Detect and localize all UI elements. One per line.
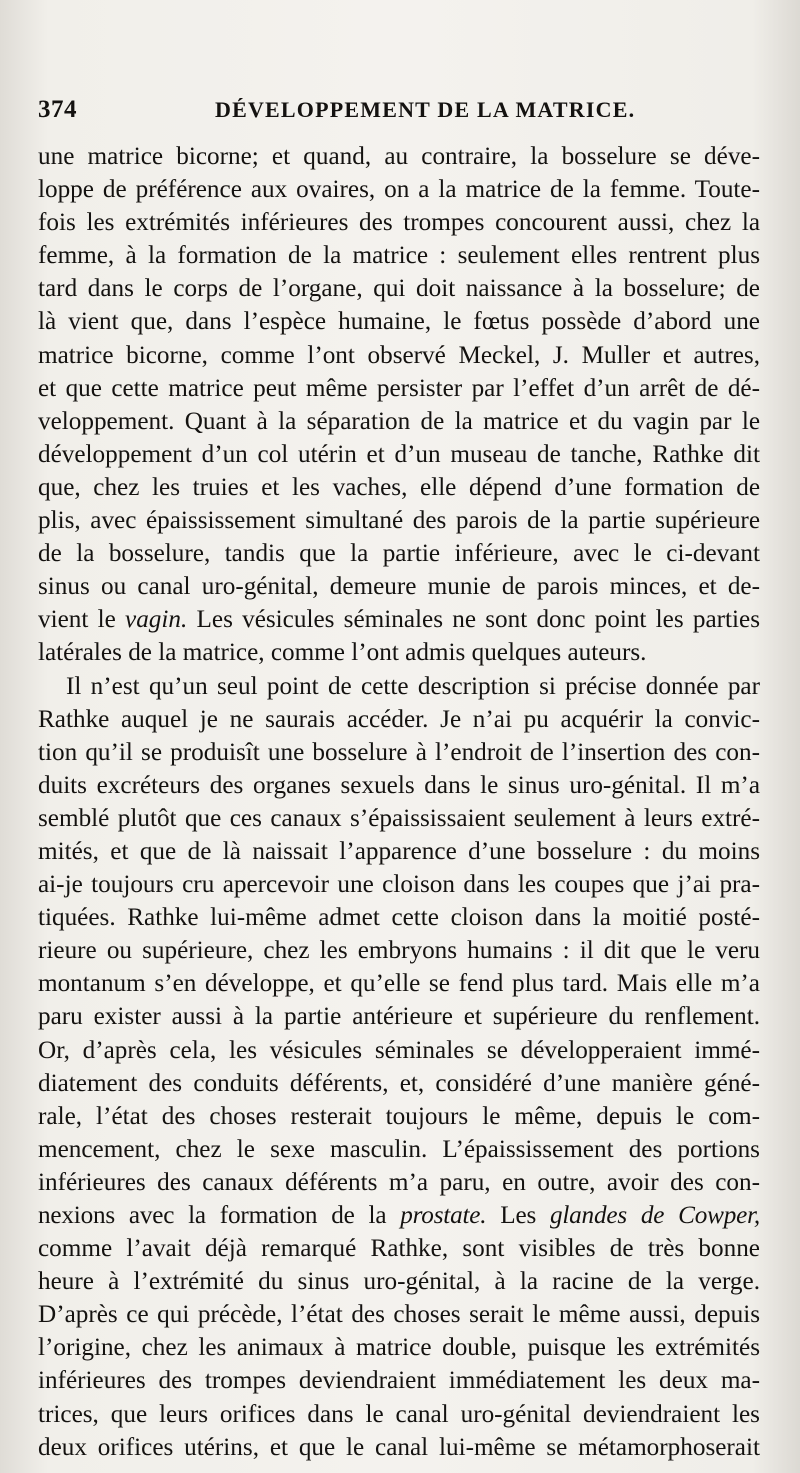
text-line: nexions avec la formation de la prostate. Les glandes de Cowper,	[38, 1202, 760, 1229]
text-line: femme, à la formation de la matrice : seulement elles rentrent plus	[38, 242, 760, 270]
text-line: mités, et que de là naissait l’apparence d’une bosselure : du moins	[38, 837, 760, 865]
text-line: duits excréteurs des organes sexuels dans le sinus uro-génital. Il m’a	[38, 771, 760, 799]
italic-term-glandes-de-cowper: glandes de Cowper,	[549, 1202, 760, 1229]
text-line: fois les extrémités inférieures des trompes concourent aussi, chez la	[38, 209, 760, 237]
text-line: mencement, chez le sexe masculin. L’épaississement des portions	[38, 1135, 760, 1163]
text-line: latérales de la matrice, comme l’ont admis quelques auteurs.	[38, 639, 647, 667]
text-line: paru exister aussi à la partie antérieure et supérieure du renflement.	[38, 1003, 760, 1031]
paragraph-start-line: Il n’est qu’un seul point de cette description si précise donnée par	[66, 672, 760, 700]
text-line: inférieures des canaux déférents m’a paru, en outre, avoir des con-	[38, 1168, 760, 1196]
text-line: trices, que leurs orifices dans le canal uro-génital deviendraient les	[38, 1400, 760, 1428]
text-line: diatement des conduits déférents, et, considéré d’une manière géné-	[38, 1069, 760, 1097]
text-line: comme l’avait déjà remarqué Rathke, sont visibles de très bonne	[38, 1235, 760, 1263]
text-line: matrice bicorne, comme l’ont observé Meckel, J. Muller et autres,	[38, 341, 760, 369]
text-line: montanum s’en développe, et qu’elle se fend plus tard. Mais elle m’a	[38, 970, 760, 998]
text-line: D’après ce qui précède, l’état des choses serait le même aussi, depuis	[38, 1301, 760, 1329]
page-number: 374	[38, 96, 77, 123]
text-line: tard dans le corps de l’organe, qui doit naissance à la bosselure; de	[38, 275, 760, 303]
text-line: une matrice bicorne; et quand, au contraire, la bosselure se déve-	[38, 143, 760, 170]
text-line: là vient que, dans l’espèce humaine, le fœtus possède d’abord une	[38, 308, 760, 336]
text-line: développement d’un col utérin et d’un museau de tanche, Rathke dit	[38, 440, 760, 468]
page-header	[38, 96, 760, 132]
text-line: tion qu’il se produisît une bosselure à l’endroit de l’insertion des con-	[38, 738, 760, 766]
text-line: l’origine, chez les animaux à matrice double, puisque les extrémités	[38, 1334, 760, 1362]
text-line: inférieures des trompes deviendraient immédiatement les deux ma-	[38, 1367, 760, 1395]
text-line: sinus ou canal uro-génital, demeure munie de parois minces, et de-	[38, 573, 760, 601]
text-line: tiquées. Rathke lui-même admet cette cloison dans la moitié posté-	[38, 904, 760, 932]
text-line: rieure ou supérieure, chez les embryons humains : il dit que le veru	[38, 937, 760, 965]
text-line: deux orifices utérins, et que le canal lui-même se métamorphoserait	[38, 1433, 760, 1461]
italic-term-prostate: prostate.	[400, 1202, 487, 1229]
text-line: veloppement. Quant à la séparation de la matrice et du vagin par le	[38, 407, 760, 435]
text-line: ai-je toujours cru apercevoir une cloison dans les coupes que j’ai pra-	[38, 871, 760, 899]
text-line: loppe de préférence aux ovaires, on a la matrice de la femme. Toute-	[38, 176, 760, 204]
text-line: Rathke auquel je ne saurais accéder. Je n’ai pu acquérir la convic-	[38, 705, 760, 733]
text-line: vient le vagin. Les vésicules séminales ne sont donc point les parties	[38, 606, 760, 634]
running-title: DÉVELOPPEMENT DE LA MATRICE.	[215, 97, 636, 122]
italic-term-vagin: vagin.	[125, 606, 188, 634]
text-line: Or, d’après cela, les vésicules séminales se développeraient immé-	[38, 1036, 760, 1064]
text-line: de la bosselure, tandis que la partie inférieure, avec le ci-devant	[38, 540, 760, 568]
text-line: que, chez les truies et les vaches, elle dépend d’une formation de	[38, 473, 760, 501]
text-line: semblé plutôt que ces canaux s’épaississaient seulement à leurs extré-	[38, 804, 760, 832]
body-text	[38, 140, 760, 1464]
text-line: et que cette matrice peut même persister par l’effet d’un arrêt de dé-	[38, 374, 760, 402]
text-line: plis, avec épaississement simultané des parois de la partie supérieure	[38, 507, 760, 535]
text-line: heure à l’extrémité du sinus uro-génital, à la racine de la verge.	[38, 1268, 760, 1296]
text-line: rale, l’état des choses resterait toujours le même, depuis le com-	[38, 1102, 760, 1130]
